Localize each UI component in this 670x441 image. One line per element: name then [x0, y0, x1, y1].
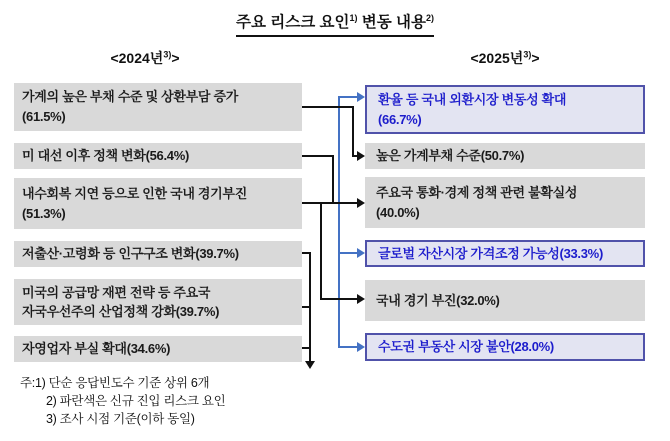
- risk-2025-item-6-new: [365, 333, 645, 361]
- risk-label: 국내 경기 부진(32.0%): [376, 292, 500, 308]
- arrowhead-blue-right-icon: [357, 92, 365, 102]
- risk-label: 미국의 공급망 재편 전략 등 주요국: [22, 285, 211, 300]
- arrowhead-blue-right-icon: [357, 342, 365, 352]
- risk-2025-item-4-new: [365, 240, 645, 267]
- risk-2024-item-6: [14, 336, 302, 362]
- risk-label: 미 대선 이후 정책 변화(56.4%): [22, 148, 189, 163]
- connector-1-drop: [352, 106, 354, 157]
- risk-2024-item-3: [14, 178, 302, 229]
- new-entry-branch-4: [338, 252, 358, 254]
- connector-2-drop: [332, 155, 334, 204]
- risk-2024-item-4: [14, 241, 302, 267]
- connector-6-out: [302, 347, 311, 349]
- risk-2025-item-2: [365, 143, 645, 169]
- new-entry-branch-1: [338, 96, 358, 98]
- risk-percent: (40.0%): [376, 204, 420, 220]
- arrowhead-black-right-icon: [357, 151, 365, 161]
- arrowhead-black-right-icon: [357, 294, 365, 304]
- risk-percent: (66.7%): [378, 111, 422, 127]
- connector-1-out: [302, 106, 354, 108]
- risk-2025-item-5: [365, 280, 645, 321]
- connector-2-in: [332, 202, 358, 204]
- risk-label: 자국우선주의 산업정책 강화(39.7%): [22, 304, 220, 319]
- connector-5-out: [302, 306, 311, 308]
- connector-2-out: [302, 155, 334, 157]
- risk-percent: (61.5%): [22, 109, 66, 124]
- connector-3-out: [302, 202, 334, 204]
- risk-2024-item-5: [14, 279, 302, 325]
- footnote-2: 2) 파란색은 신규 진입 리스크 요인: [45, 394, 226, 408]
- title-footnote-ref-2: 2): [425, 12, 434, 23]
- risk-label: 자영업자 부실 확대(34.6%): [22, 341, 171, 356]
- column-header-2025: <2025년$^{3)}$>: [470, 49, 540, 66]
- connector-3-drop: [320, 202, 322, 300]
- risk-label: 높은 가계부채 수준(50.7%): [376, 148, 525, 163]
- footnote-label: 주:: [20, 376, 35, 390]
- new-entry-branch-6: [338, 346, 358, 348]
- risk-label: 환율 등 국내 외환시장 변동성 확대: [378, 91, 567, 107]
- risk-label: 수도권 부동산 시장 불안(28.0%): [378, 339, 554, 354]
- arrowhead-black-down-icon: [305, 361, 315, 369]
- risk-label: 내수회복 지연 등으로 인한 국내 경기부진: [22, 185, 247, 201]
- column-header-2024: <2024년$^{3)}$>: [110, 49, 180, 66]
- risk-2024-item-2: [14, 143, 302, 169]
- new-entry-bracket-line: [338, 96, 340, 348]
- arrowhead-black-right-icon: [357, 198, 365, 208]
- arrowhead-blue-right-icon: [357, 248, 365, 258]
- risk-percent: (51.3%): [22, 205, 66, 221]
- risk-label: 가계의 높은 부채 수준 및 상환부담 증가: [22, 89, 238, 104]
- title-footnote-ref-1: 1): [349, 12, 358, 23]
- risk-label: 저출산·고령화 등 인구구조 변화(39.7%): [22, 246, 239, 261]
- title-text-2: 변동 내용: [357, 14, 426, 31]
- title-text: 주요 리스크 요인: [236, 14, 350, 31]
- figure-title: [0, 10, 670, 37]
- footnote-3: 3) 조사 시점 기준(이하 동일): [45, 412, 195, 426]
- risk-label: 글로벌 자산시장 가격조정 가능성(33.3%): [378, 245, 603, 261]
- risk-2025-item-3: [365, 177, 645, 228]
- risk-2024-item-1: [14, 83, 302, 131]
- footnote-1: 1) 단순 응답빈도수 기준 상위 6개: [34, 376, 210, 390]
- risk-2025-item-1-new: [365, 85, 645, 134]
- risk-label: 주요국 통화·경제 정책 관련 불확실성: [376, 184, 578, 200]
- connector-3-in: [320, 298, 358, 300]
- footnotes: [20, 374, 225, 428]
